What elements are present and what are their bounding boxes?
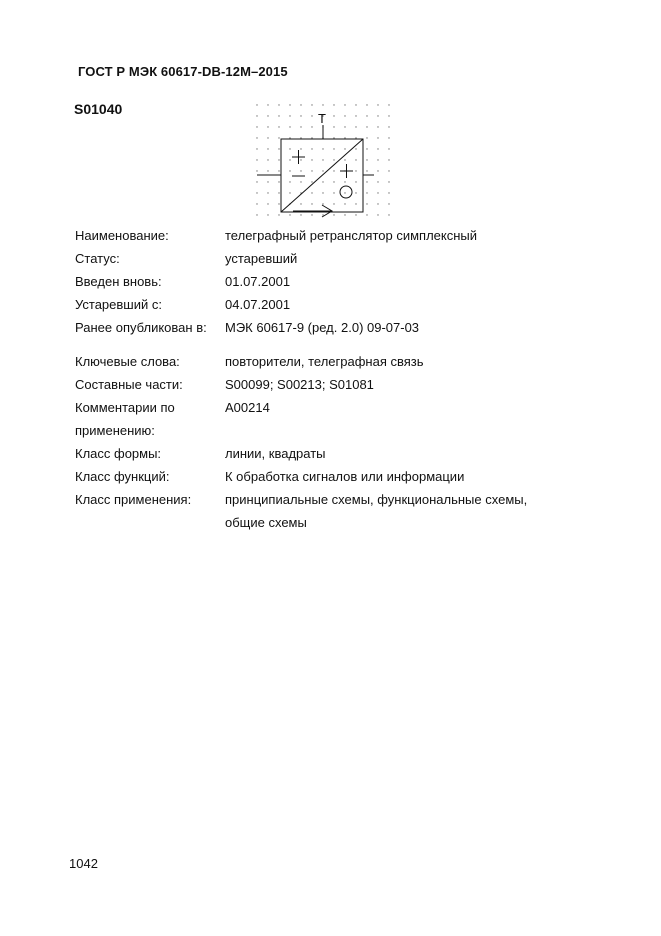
grid-dot xyxy=(366,137,367,138)
grid-dot xyxy=(278,126,279,127)
grid-dot xyxy=(289,115,290,116)
grid-dot xyxy=(377,115,378,116)
field-value: МЭК 60617-9 (ред. 2.0) 09-07-03 xyxy=(225,320,420,335)
symbol-code: S01040 xyxy=(74,101,123,117)
grid-dot xyxy=(355,148,356,149)
grid-dot xyxy=(311,137,312,138)
grid-dot xyxy=(344,181,345,182)
grid-dot xyxy=(278,159,279,160)
grid-dot xyxy=(333,126,334,127)
field-label: Класс формы: xyxy=(75,446,162,461)
grid-dot xyxy=(344,148,345,149)
grid-dot xyxy=(311,159,312,160)
field-value: 04.07.2001 xyxy=(225,297,291,312)
grid-dot xyxy=(278,137,279,138)
grid-dot xyxy=(256,159,257,160)
grid-dot xyxy=(377,126,378,127)
grid-dot xyxy=(333,137,334,138)
grid-dot xyxy=(256,115,257,116)
grid-dot xyxy=(289,170,290,171)
grid-dot xyxy=(322,104,323,105)
grid-dot xyxy=(256,170,257,171)
grid-dot xyxy=(256,181,257,182)
field-value: общие схемы xyxy=(225,515,307,530)
grid-dot xyxy=(377,192,378,193)
grid-dot xyxy=(388,104,389,105)
grid-dot xyxy=(388,170,389,171)
grid-dot xyxy=(278,104,279,105)
field-value: К обработка сигналов или информации xyxy=(225,469,465,484)
grid-dot xyxy=(355,159,356,160)
grid-dot xyxy=(267,159,268,160)
grid-dot xyxy=(278,181,279,182)
grid-dot xyxy=(289,214,290,215)
grid-dot xyxy=(333,104,334,105)
grid-dot xyxy=(355,126,356,127)
field-value: телеграфный ретранслятор симплексный xyxy=(225,228,478,243)
grid-dot xyxy=(388,137,389,138)
document-header: ГОСТ Р МЭК 60617-DB-12M–2015 xyxy=(78,64,288,79)
grid-dot xyxy=(388,115,389,116)
grid-dot xyxy=(278,214,279,215)
field-label: Введен вновь: xyxy=(75,274,162,289)
grid-dot xyxy=(289,159,290,160)
plus-sign-upper-left xyxy=(292,150,305,164)
grid-dot xyxy=(355,104,356,105)
field-label: Класс функций: xyxy=(75,469,170,484)
grid-dot xyxy=(256,137,257,138)
grid-dot xyxy=(311,192,312,193)
grid-dot xyxy=(344,137,345,138)
grid-dot xyxy=(267,115,268,116)
grid-dot xyxy=(355,192,356,193)
grid-dot xyxy=(377,148,378,149)
grid-dot xyxy=(267,148,268,149)
grid-dot xyxy=(267,214,268,215)
grid-dot xyxy=(311,126,312,127)
grid-dot xyxy=(333,115,334,116)
grid-dot xyxy=(366,159,367,160)
grid-dot xyxy=(333,170,334,171)
grid-dot xyxy=(289,192,290,193)
grid-dot xyxy=(355,214,356,215)
field-label: Ранее опубликован в: xyxy=(75,320,207,335)
grid-dot xyxy=(267,137,268,138)
grid-dot xyxy=(311,203,312,204)
field-value: повторители, телеграфная связь xyxy=(225,354,424,369)
grid-dot xyxy=(300,148,301,149)
grid-dot xyxy=(322,148,323,149)
grid-dot xyxy=(278,192,279,193)
field-value: устаревший xyxy=(225,251,298,266)
grid-dot xyxy=(333,214,334,215)
grid-dot xyxy=(388,126,389,127)
grid-dot xyxy=(322,170,323,171)
grid-dot xyxy=(333,181,334,182)
grid-dot xyxy=(344,214,345,215)
grid-dot xyxy=(377,203,378,204)
grid-dot xyxy=(344,104,345,105)
grid-dot xyxy=(322,192,323,193)
grid-dot xyxy=(355,137,356,138)
grid-dot xyxy=(300,181,301,182)
symbol-diagram xyxy=(252,101,394,225)
grid-dot xyxy=(300,170,301,171)
grid-dot xyxy=(311,214,312,215)
grid-dot xyxy=(366,104,367,105)
grid-dot xyxy=(355,115,356,116)
grid-dot xyxy=(278,148,279,149)
grid-dot xyxy=(278,170,279,171)
grid-dot xyxy=(366,148,367,149)
grid-dot xyxy=(300,203,301,204)
grid-dot xyxy=(289,126,290,127)
grid-dot xyxy=(256,192,257,193)
grid-dot xyxy=(366,192,367,193)
grid-dot xyxy=(300,104,301,105)
grid-dot xyxy=(366,214,367,215)
grid-dot xyxy=(344,115,345,116)
grid-dot xyxy=(256,126,257,127)
field-label: Наименование: xyxy=(75,228,169,243)
grid-dot xyxy=(256,214,257,215)
grid-dot xyxy=(388,159,389,160)
grid-dot xyxy=(322,203,323,204)
grid-dot xyxy=(256,104,257,105)
grid-dot xyxy=(366,126,367,127)
grid-dot xyxy=(289,137,290,138)
grid-dot xyxy=(333,192,334,193)
grid-dot xyxy=(300,137,301,138)
grid-dot xyxy=(311,181,312,182)
grid-dot xyxy=(300,214,301,215)
grid-dot xyxy=(333,159,334,160)
grid-dot xyxy=(267,203,268,204)
grid-dot xyxy=(267,181,268,182)
field-value: принципиальные схемы, функциональные схемы, xyxy=(225,492,528,507)
field-label: Устаревший с: xyxy=(75,297,162,312)
grid-dot xyxy=(344,159,345,160)
grid-dot xyxy=(278,115,279,116)
field-label: Статус: xyxy=(75,251,120,266)
grid-dot xyxy=(366,203,367,204)
field-label: Класс применения: xyxy=(75,492,192,507)
grid-dot xyxy=(377,104,378,105)
grid-dot xyxy=(344,126,345,127)
field-value: 01.07.2001 xyxy=(225,274,291,289)
circle-symbol xyxy=(340,186,352,198)
grid-dot xyxy=(355,170,356,171)
grid-dot xyxy=(300,115,301,116)
field-value: линии, квадраты xyxy=(225,446,326,461)
grid-dot xyxy=(267,126,268,127)
grid-dot xyxy=(267,104,268,105)
grid-dot xyxy=(344,192,345,193)
grid-dot xyxy=(289,181,290,182)
field-label: Комментарии по xyxy=(75,400,175,415)
grid-dot xyxy=(377,214,378,215)
grid-dot xyxy=(377,159,378,160)
field-value: S00099; S00213; S01081 xyxy=(225,377,374,392)
grid-dot xyxy=(289,104,290,105)
grid-dot xyxy=(366,181,367,182)
page-number: 1042 xyxy=(69,856,98,871)
grid-dot xyxy=(377,170,378,171)
grid-dot xyxy=(311,115,312,116)
grid-dot xyxy=(322,214,323,215)
grid-dot xyxy=(388,192,389,193)
grid-dot xyxy=(344,203,345,204)
grid-dot xyxy=(322,159,323,160)
grid-dot xyxy=(289,148,290,149)
grid-dot xyxy=(355,181,356,182)
grid-dot xyxy=(377,181,378,182)
grid-dot xyxy=(388,148,389,149)
grid-dot xyxy=(333,148,334,149)
grid-dot xyxy=(256,148,257,149)
grid-dot xyxy=(311,104,312,105)
grid-dot xyxy=(333,203,334,204)
grid-dot xyxy=(388,203,389,204)
grid-dot xyxy=(267,192,268,193)
field-value: A00214 xyxy=(225,400,270,415)
grid-dot xyxy=(388,214,389,215)
grid-dot xyxy=(388,181,389,182)
grid-dot xyxy=(366,170,367,171)
field-label: Ключевые слова: xyxy=(75,354,180,369)
grid-dot xyxy=(311,170,312,171)
grid-dot xyxy=(267,170,268,171)
field-label: Составные части: xyxy=(75,377,183,392)
field-label: применению: xyxy=(75,423,155,438)
grid-dot xyxy=(278,203,279,204)
grid-dot xyxy=(322,181,323,182)
terminal-label: T xyxy=(318,111,326,126)
grid-dot xyxy=(377,137,378,138)
grid-dot xyxy=(300,159,301,160)
grid-dot xyxy=(366,115,367,116)
plus-sign-right xyxy=(340,164,353,178)
grid-dot xyxy=(311,148,312,149)
grid-dot xyxy=(256,203,257,204)
grid-dot xyxy=(300,126,301,127)
grid-dot xyxy=(355,203,356,204)
